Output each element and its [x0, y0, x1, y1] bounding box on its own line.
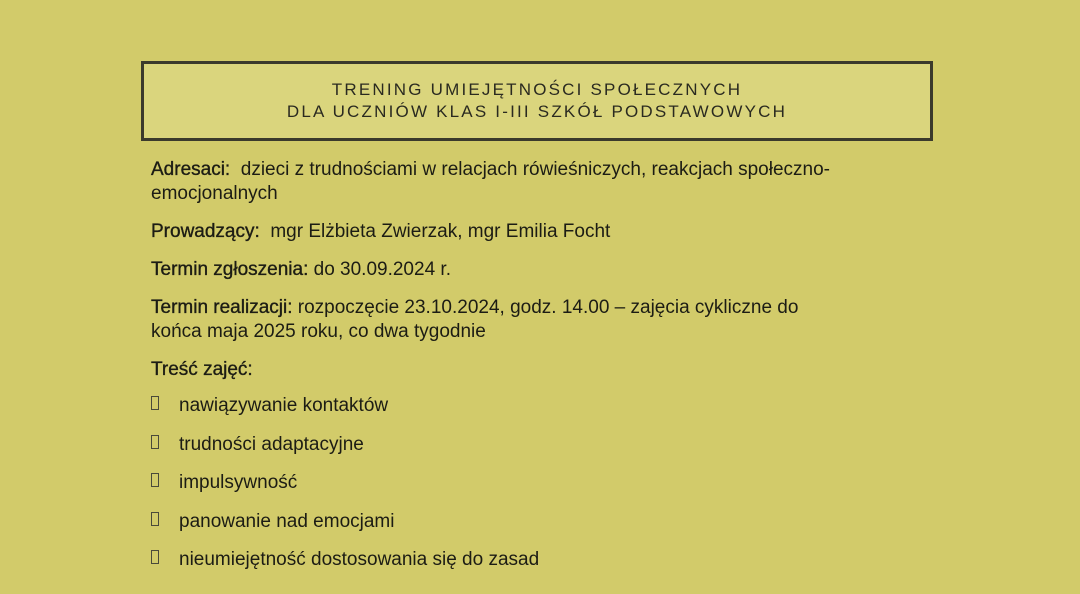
- schedule-text-line2: końca maja 2025 roku, co dwa tygodnie: [151, 321, 486, 342]
- leaders-paragraph: [151, 220, 981, 244]
- topics-list: [151, 394, 981, 572]
- schedule-label: Termin realizacji:: [151, 297, 293, 318]
- schedule-text-line1: rozpoczęcie 23.10.2024, godz. 14.00 – zajęcia cykliczne do: [297, 297, 799, 318]
- deadline-text: do 30.09.2024 r.: [313, 259, 451, 280]
- bullet-box-icon: [151, 396, 159, 410]
- bullet-box-icon: [151, 512, 159, 526]
- list-item-label: impulsywność: [179, 472, 298, 493]
- bullet-box-icon: [151, 435, 159, 449]
- list-item: [151, 510, 981, 534]
- bullet-box-icon: [151, 550, 159, 564]
- list-item: [151, 394, 981, 418]
- bullet-box-icon: [151, 473, 159, 487]
- list-item-label: trudności adaptacyjne: [179, 433, 364, 455]
- title-line-1: TRENING UMIEJĘTNOŚCI SPOŁECZNYCH: [331, 80, 743, 99]
- list-item: [151, 433, 981, 457]
- leaders-text: mgr Elżbieta Zwierzak, mgr Emilia Focht: [270, 221, 611, 242]
- deadline-paragraph: [151, 258, 981, 282]
- list-item-label: panowanie nad emocjami: [179, 510, 395, 532]
- document-body: [151, 158, 981, 587]
- recipients-label: Adresaci:: [151, 159, 231, 180]
- contents-heading: Treść zajęć:: [151, 359, 253, 380]
- schedule-paragraph: [151, 296, 981, 344]
- title-line-2: DLA UCZNIÓW KLAS I-III SZKÓŁ PODSTAWOWYCH: [286, 102, 788, 121]
- recipients-text-line2: emocjonalnych: [151, 183, 278, 204]
- list-item-label: nawiązywanie kontaktów: [179, 395, 389, 416]
- title-box: [141, 61, 933, 141]
- list-item-label: nieumiejętność dostosowania się do zasad: [179, 549, 540, 570]
- list-item: [151, 471, 981, 495]
- leaders-label: Prowadzący:: [151, 221, 260, 242]
- recipients-paragraph: [151, 158, 981, 206]
- deadline-label: Termin zgłoszenia:: [151, 259, 309, 280]
- list-item: [151, 548, 981, 572]
- recipients-text-line1: dzieci z trudnościami w relacjach rówieśniczych, reakcjach społeczno-: [240, 159, 830, 180]
